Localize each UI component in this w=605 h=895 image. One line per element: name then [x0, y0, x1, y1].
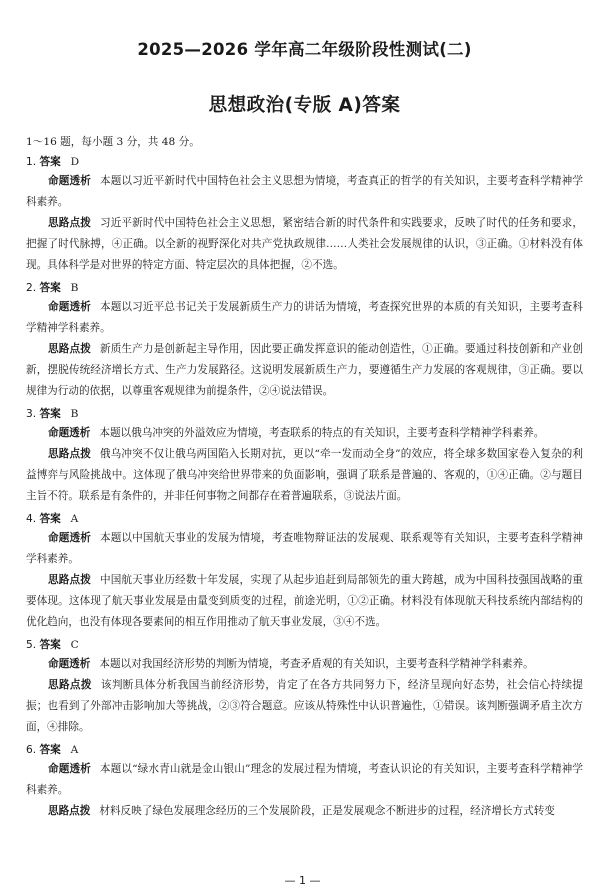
question-number: 6.	[26, 744, 37, 756]
hint-label: 思路点拨	[48, 805, 91, 817]
hint-paragraph	[26, 444, 583, 507]
answer-letter: D	[70, 156, 80, 168]
hint-text: 材料反映了绿色发展理念经历的三个发展阶段，正是发展观念不断进步的过程，经济增长方式转变	[99, 805, 555, 817]
answer-line	[26, 280, 583, 297]
exam-title: 2025—2026 学年高二年级阶段性测试(二)	[137, 40, 472, 59]
answer-line	[26, 637, 583, 654]
analysis-label: 命题透析	[48, 301, 91, 313]
question-number: 2.	[26, 282, 37, 294]
analysis-paragraph	[26, 654, 583, 675]
question-item	[26, 637, 583, 738]
analysis-paragraph	[26, 423, 583, 444]
analysis-text: 本题以俄乌冲突的外溢效应为情境，考查联系的特点的有关知识，主要考查科学精神学科素养。	[99, 427, 545, 439]
answer-line	[26, 511, 583, 528]
hint-text: 新质生产力是创新起主导作用，因此要正确发挥意识的能动创造性，①正确。要通过科技创新和产业创新，摆脱传统经济增长方式、生产力发展路径。这说明发展新质生产力，要遵循生产力发展的客观规律，③正确。要以规律为行动的依据，以尊重客观规律为前提条件，②④说法错误。	[26, 343, 583, 397]
answer-subtitle: 思想政治(专版 A)答案	[208, 95, 401, 116]
hint-label: 思路点拨	[48, 343, 91, 355]
answer-label: 答案	[39, 513, 61, 525]
hint-paragraph	[26, 339, 583, 402]
analysis-text: 本题以习近平新时代中国特色社会主义思想为情境，考查真正的哲学的有关知识，主要考查科学精神学科素养。	[26, 175, 583, 208]
hint-paragraph	[26, 213, 583, 276]
analysis-text: 本题以对我国经济形势的判断为情境，考查矛盾观的有关知识，主要考查科学精神学科素养。	[99, 658, 534, 670]
analysis-paragraph	[26, 171, 583, 213]
answer-label: 答案	[39, 408, 61, 420]
question-list	[26, 154, 583, 822]
question-item	[26, 154, 583, 276]
hint-text: 俄乌冲突不仅让俄乌两国陷入长期对抗，更以“牵一发而动全身”的效应，将全球多数国家卷入复杂的利益博弈与风险挑战中。这体现了俄乌冲突给世界带来的负面影响，强调了联系是普遍的、客观的，①④正确。②与题目主旨不符。联系是有条件的，并非任何事物之间都存在着普遍联系，③说法片面。	[26, 448, 584, 502]
page-number: — 1 —	[284, 874, 321, 887]
analysis-paragraph	[26, 528, 583, 570]
answer-line	[26, 406, 583, 423]
question-item	[26, 406, 583, 507]
answer-letter: A	[70, 513, 79, 525]
question-number: 1.	[26, 156, 37, 168]
hint-label: 思路点拨	[48, 217, 91, 229]
answer-line	[26, 154, 583, 171]
analysis-paragraph	[26, 759, 583, 801]
analysis-text: 本题以“绿水青山就是金山银山”理念的发展过程为情境，考查认识论的有关知识，主要考查科学精神学科素养。	[26, 763, 584, 796]
analysis-text: 本题以习近平总书记关于发展新质生产力的讲话为情境，考查探究世界的本质的有关知识，主要考查科学精神学科素养。	[26, 301, 583, 334]
answer-line	[26, 742, 583, 759]
analysis-label: 命题透析	[48, 763, 91, 775]
answer-label: 答案	[39, 639, 61, 651]
question-item	[26, 742, 583, 822]
hint-paragraph	[26, 570, 583, 633]
question-number: 5.	[26, 639, 37, 651]
answer-letter: B	[70, 408, 79, 420]
answer-letter: B	[70, 282, 79, 294]
hint-text: 中国航天事业历经数十年发展，实现了从起步追赶到局部领先的重大跨越，成为中国科技强国战略的重要体现。这体现了航天事业发展是由量变到质变的过程，前途光明，①②正确。材料没有体现航天科技系统内部结构的优化趋向，也没有体现各要素间的相互作用推动了航天事业发展，③④不选。	[26, 574, 583, 628]
hint-label: 思路点拨	[48, 679, 92, 691]
hint-text: 该判断具体分析我国当前经济形势，肯定了在各方共同努力下，经济呈现向好态势，社会信心持续提振；也看到了外部冲击影响加大等挑战，②③符合题意。应该从特殊性中认识普遍性，①错误。该判断强调矛盾主次方面，④排除。	[26, 679, 584, 733]
answer-label: 答案	[39, 744, 61, 756]
hint-label: 思路点拨	[48, 574, 91, 586]
question-item	[26, 511, 583, 633]
hint-paragraph	[26, 675, 583, 738]
analysis-label: 命题透析	[48, 532, 91, 544]
analysis-label: 命题透析	[48, 658, 91, 670]
answer-letter: A	[70, 744, 79, 756]
analysis-paragraph	[26, 297, 583, 339]
scoring-intro: 1～16 题，每小题 3 分，共 48 分。	[26, 136, 200, 148]
answer-letter: C	[70, 639, 79, 651]
question-number: 4.	[26, 513, 37, 525]
analysis-label: 命题透析	[48, 427, 91, 439]
hint-paragraph	[26, 801, 583, 822]
hint-text: 习近平新时代中国特色社会主义思想，紧密结合新的时代条件和实践要求，反映了时代的任务和要求，把握了时代脉搏，④正确。以全新的视野深化对共产党执政规律……人类社会发展规律的认识，③正确。①材料没有体现。具体科学是对世界的特定方面、特定层次的具体把握，②不选。	[26, 217, 583, 271]
question-item	[26, 280, 583, 402]
analysis-text: 本题以中国航天事业的发展为情境，考查唯物辩证法的发展观、联系观等有关知识，主要考查科学精神学科素养。	[26, 532, 583, 565]
question-number: 3.	[26, 408, 37, 420]
hint-label: 思路点拨	[48, 448, 91, 460]
analysis-label: 命题透析	[48, 175, 91, 187]
answer-label: 答案	[39, 156, 61, 168]
answer-label: 答案	[39, 282, 61, 294]
